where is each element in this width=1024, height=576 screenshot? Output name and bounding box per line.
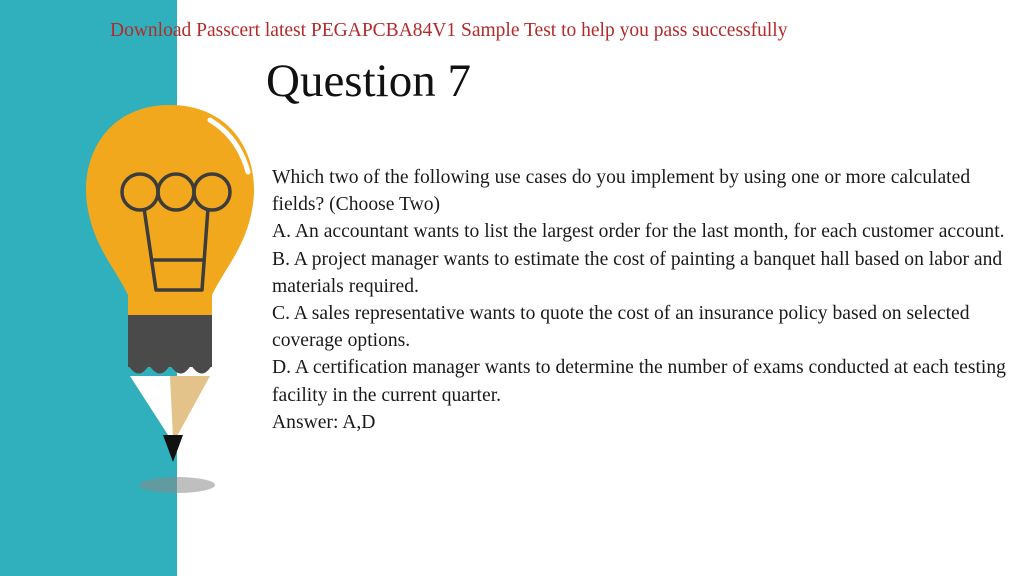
option-c: C. A sales representative wants to quote the cost of an insurance policy based on selected coverage options. xyxy=(272,303,970,352)
option-b: B. A project manager wants to estimate the cost of painting a banquet hall based on labor and materials required. xyxy=(272,248,1003,297)
lightbulb-pencil-icon xyxy=(70,100,270,500)
download-banner: Download Passcert latest PEGAPCBA84V1 Sample Test to help you pass successfully xyxy=(110,20,788,41)
page-title: Question 7 xyxy=(266,55,471,107)
option-d: D. A certification manager wants to determine the number of exams conducted at each testing facility in the current quarter. xyxy=(272,357,1006,406)
option-a: A. An accountant wants to list the largest order for the last month, for each customer account. xyxy=(272,221,1005,243)
question-stem: Which two of the following use cases do you implement by using one or more calculated fields? (Choose Two) xyxy=(272,167,971,216)
question-block xyxy=(272,164,1012,436)
answer-text: Answer: A,D xyxy=(272,411,376,433)
